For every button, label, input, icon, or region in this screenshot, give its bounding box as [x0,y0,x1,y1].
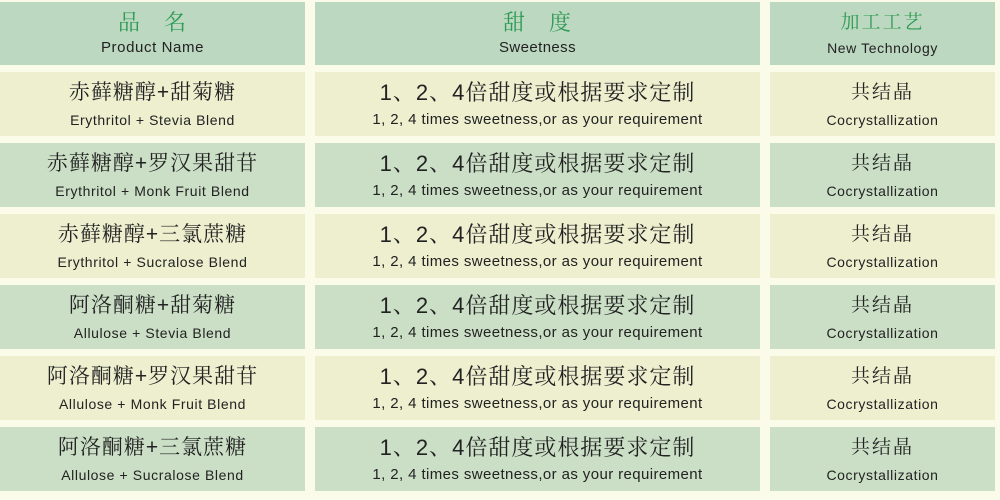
sweetness-cell [315,143,760,207]
sweetness-en: 1, 2, 4 times sweetness,or as your requirement [372,323,703,341]
header-product-name-en: Product Name [100,39,205,56]
sweetness-cell [315,285,760,349]
header-sweetness-zh: 甜 度 [502,10,572,35]
process-en: Cocrystallization [826,395,939,412]
process-en: Cocrystallization [826,253,939,270]
sweetness-cell [315,427,760,491]
product-zh: 阿洛酮糖+甜菊糖 [68,293,237,317]
process-en: Cocrystallization [826,324,939,341]
product-cell [0,285,305,349]
product-en: Allulose + Sucralose Blend [61,466,244,483]
header-product-name-zh: 品 名 [117,10,187,35]
header-product-name [0,2,305,65]
sweetness-cell [315,214,760,278]
sweetness-zh: 1、2、4倍甜度或根据要求定制 [379,363,696,389]
sweetness-en: 1, 2, 4 times sweetness,or as your requirement [372,252,703,270]
sweetness-cell [315,356,760,420]
product-cell [0,427,305,491]
sweetness-zh: 1、2、4倍甜度或根据要求定制 [379,292,696,318]
process-zh: 共结晶 [850,81,914,103]
product-en: Erythritol + Monk Fruit Blend [55,182,250,199]
sweetness-en: 1, 2, 4 times sweetness,or as your requirement [372,110,703,128]
process-zh: 共结晶 [850,436,914,458]
sweetness-zh: 1、2、4倍甜度或根据要求定制 [379,434,696,460]
sweetness-en: 1, 2, 4 times sweetness,or as your requirement [372,394,703,412]
product-zh: 阿洛酮糖+罗汉果甜苷 [46,364,259,388]
header-technology [770,2,995,65]
process-en: Cocrystallization [826,111,939,128]
sweetness-cell [315,72,760,136]
process-zh: 共结晶 [850,223,914,245]
header-sweetness-en: Sweetness [499,39,576,56]
header-sweetness [315,2,760,65]
product-en: Allulose + Monk Fruit Blend [58,395,246,412]
process-zh: 共结晶 [850,152,914,174]
product-cell [0,72,305,136]
product-en: Erythritol + Stevia Blend [70,111,235,128]
product-zh: 赤藓糖醇+甜菊糖 [68,80,237,104]
sweetness-zh: 1、2、4倍甜度或根据要求定制 [379,79,696,105]
product-cell [0,214,305,278]
product-zh: 阿洛酮糖+三氯蔗糖 [57,435,248,459]
product-zh: 赤藓糖醇+罗汉果甜苷 [46,151,259,175]
sweetness-en: 1, 2, 4 times sweetness,or as your requirement [372,465,703,483]
product-en: Allulose + Stevia Blend [73,324,232,341]
process-cell [770,356,995,420]
product-cell [0,143,305,207]
process-cell [770,427,995,491]
process-zh: 共结晶 [850,294,914,316]
process-cell [770,72,995,136]
process-en: Cocrystallization [826,466,939,483]
product-zh: 赤藓糖醇+三氯蔗糖 [57,222,248,246]
product-en: Erythritol + Sucralose Blend [57,253,248,270]
sweetness-en: 1, 2, 4 times sweetness,or as your requirement [372,181,703,199]
sweetness-zh: 1、2、4倍甜度或根据要求定制 [379,150,696,176]
product-cell [0,356,305,420]
process-en: Cocrystallization [826,182,939,199]
sweetness-zh: 1、2、4倍甜度或根据要求定制 [379,221,696,247]
process-cell [770,285,995,349]
process-zh: 共结晶 [850,365,914,387]
process-cell [770,214,995,278]
header-technology-en: New Technology [827,40,938,56]
process-cell [770,143,995,207]
header-technology-zh: 加工工艺 [840,12,925,33]
